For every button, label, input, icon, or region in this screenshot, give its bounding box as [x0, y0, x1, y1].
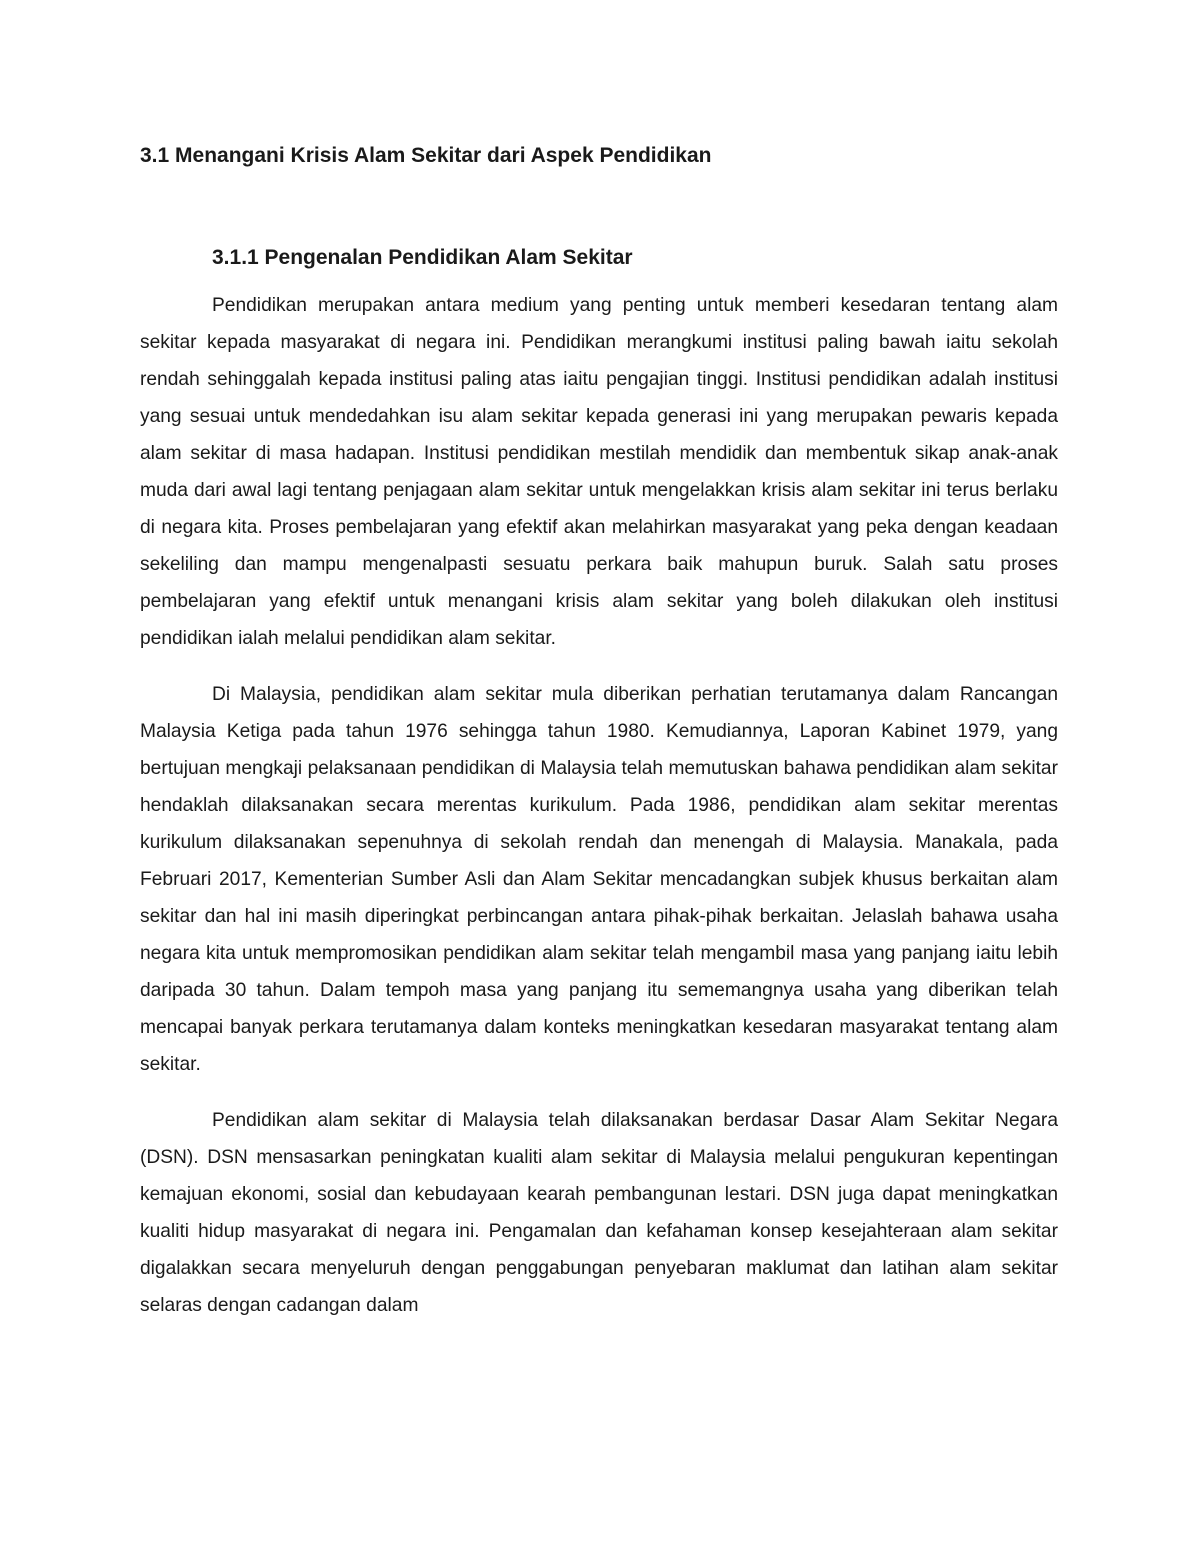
document-body: [140, 138, 1058, 1324]
paragraph-dsn-policy: Pendidikan alam sekitar di Malaysia telah dilaksanakan berdasar Dasar Alam Sekitar Negara (DSN). DSN mensasarkan peningkatan kualiti alam sekitar di Malaysia melalui pengukuran kepentingan kemajuan ekonomi, sosial dan kebudayaan kearah pembangunan lestari. DSN juga dapat meningkatkan kualiti hidup masyarakat di negara ini. Pengamalan dan kefahaman konsep kesejahteraan alam sekitar digalakkan secara menyeluruh dengan penggabungan penyebaran maklumat dan latihan alam sekitar selaras dengan cadangan dalam: [140, 1110, 1058, 1316]
paragraph-introduction: Pendidikan merupakan antara medium yang penting untuk memberi kesedaran tentang alam sekitar kepada masyarakat di negara ini. Pendidikan merangkumi institusi paling bawah iaitu sekolah rendah sehinggalah kepada institusi paling atas iaitu pengajian tinggi. Institusi pendidikan adalah institusi yang sesuai untuk mendedahkan isu alam sekitar kepada generasi ini yang merupakan pewaris kepada alam sekitar di masa hadapan. Institusi pendidikan mestilah mendidik dan membentuk sikap anak-anak muda dari awal lagi tentang penjagaan alam sekitar untuk mengelakkan krisis alam sekitar ini terus berlaku di negara kita. Proses pembelajaran yang efektif akan melahirkan masyarakat yang peka dengan keadaan sekeliling dan mampu mengenalpasti sesuatu perkara baik mahupun buruk. Salah satu proses pembelajaran yang efektif untuk menangani krisis alam sekitar yang boleh dilakukan oleh institusi pendidikan ialah melalui pendidikan alam sekitar.: [140, 295, 1058, 649]
subsection-heading: 3.1.1 Pengenalan Pendidikan Alam Sekitar: [212, 246, 633, 269]
section-heading: 3.1 Menangani Krisis Alam Sekitar dari Aspek Pendidikan: [140, 144, 712, 167]
paragraph-malaysia-history: Di Malaysia, pendidikan alam sekitar mula diberikan perhatian terutamanya dalam Rancangan Malaysia Ketiga pada tahun 1976 sehingga tahun 1980. Kemudiannya, Laporan Kabinet 1979, yang bertujuan mengkaji pelaksanaan pendidikan di Malaysia telah memutuskan bahawa pendidikan alam sekitar hendaklah dilaksanakan secara merentas kurikulum. Pada 1986, pendidikan alam sekitar merentas kurikulum dilaksanakan sepenuhnya di sekolah rendah dan menengah di Malaysia. Manakala, pada Februari 2017, Kementerian Sumber Asli dan Alam Sekitar mencadangkan subjek khusus berkaitan alam sekitar dan hal ini masih diperingkat perbincangan antara pihak-pihak berkaitan. Jelaslah bahawa usaha negara kita untuk mempromosikan pendidikan alam sekitar telah mengambil masa yang panjang iaitu lebih daripada 30 tahun. Dalam tempoh masa yang panjang itu sememangnya usaha yang diberikan telah mencapai banyak perkara terutamanya dalam konteks meningkatkan kesedaran masyarakat tentang alam sekitar.: [140, 684, 1058, 1075]
